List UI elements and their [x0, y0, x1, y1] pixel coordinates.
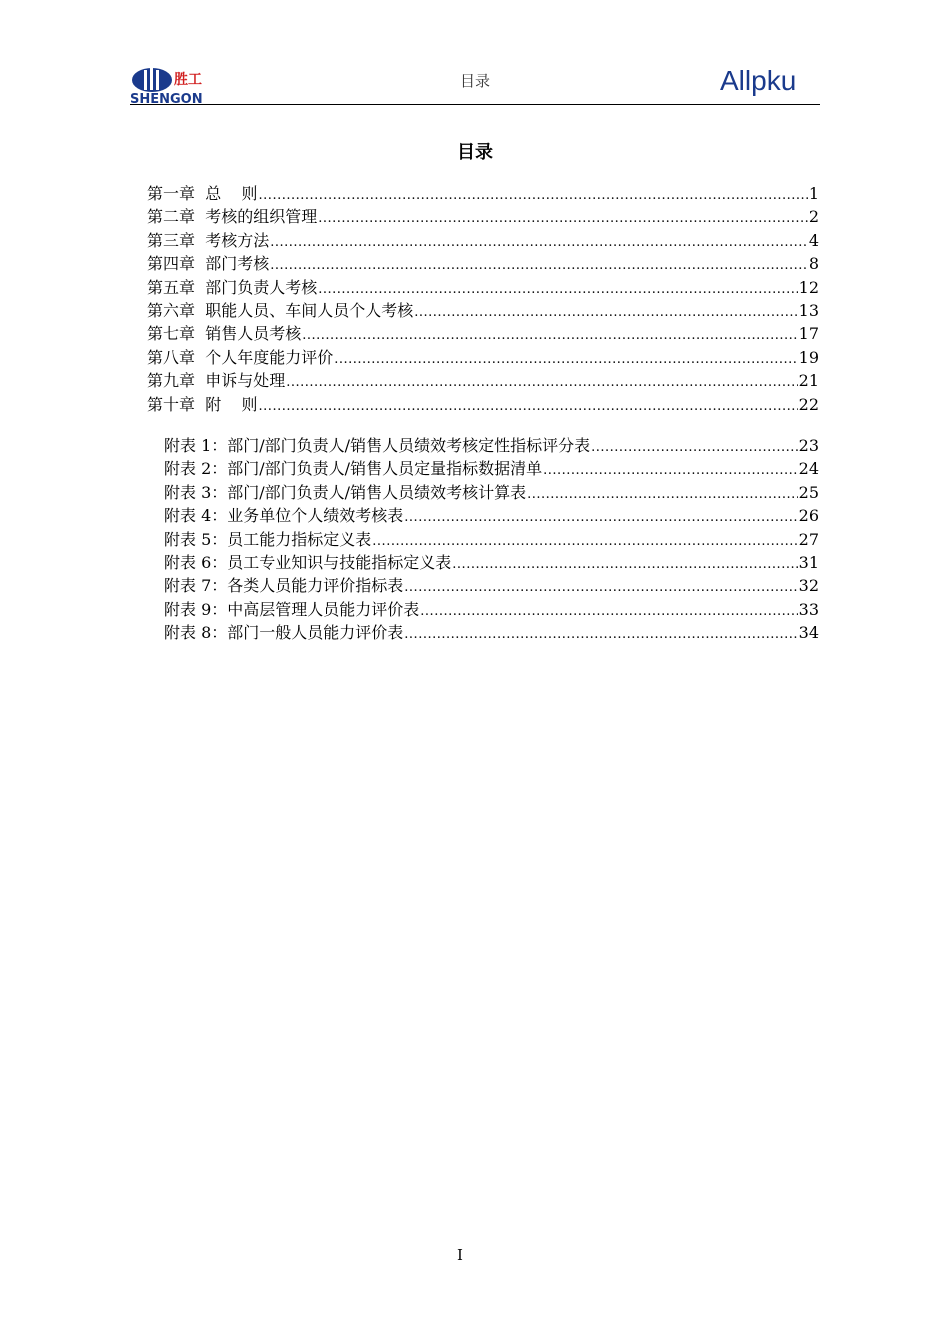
appendix-entry[interactable] — [164, 528, 819, 551]
dot-leader — [270, 231, 808, 254]
chapter-title: 考核的组织管理 — [205, 207, 318, 227]
chapter-page: 19 — [798, 347, 819, 367]
page-header — [130, 60, 820, 105]
appendix-title: 员工能力指标定义表 — [227, 529, 372, 549]
appendix-page: 32 — [798, 576, 819, 596]
appendix-page: 25 — [798, 482, 819, 502]
dot-leader — [404, 506, 797, 529]
logo-main-text: SHENGON — [130, 92, 203, 104]
chapter-page: 21 — [798, 371, 819, 391]
appendix-title: 部门/部门负责人/销售人员定量指标数据清单 — [227, 459, 543, 479]
appendix-entry[interactable] — [164, 457, 819, 480]
appendix-number: 附表 7： — [164, 576, 228, 596]
chapter-page: 1 — [808, 184, 819, 203]
chapter-title: 销售人员考核 — [205, 324, 302, 344]
appendix-page: 33 — [798, 599, 819, 619]
appendix-number: 附表 2： — [164, 459, 228, 479]
dot-leader — [591, 436, 798, 459]
chapter-entry[interactable] — [147, 182, 819, 205]
chapter-entry[interactable] — [147, 205, 819, 228]
appendix-page: 34 — [798, 623, 819, 643]
chapter-entry[interactable] — [147, 322, 819, 345]
header-title: 目录 — [459, 72, 490, 90]
appendix-title: 部门一般人员能力评价表 — [227, 623, 404, 643]
appendix-page: 26 — [798, 506, 819, 526]
allpku-logo — [718, 60, 814, 98]
dot-leader — [318, 278, 797, 301]
chapter-title: 职能人员、车间人员个人考核 — [205, 300, 414, 320]
chapter-page: 2 — [808, 207, 819, 227]
allpku-text: Allpku — [720, 65, 797, 96]
appendix-number: 附表 9： — [164, 599, 228, 619]
dot-leader — [414, 301, 797, 324]
appendix-title: 员工专业知识与技能指标定义表 — [227, 552, 452, 572]
appendix-number: 附表 4： — [164, 506, 228, 526]
appendix-page: 23 — [798, 436, 819, 455]
chapter-title: 部门考核 — [205, 254, 270, 274]
dot-leader — [404, 576, 797, 599]
appendix-entry[interactable] — [164, 621, 819, 644]
chapter-page: 8 — [808, 254, 819, 274]
dot-leader — [286, 371, 797, 394]
appendix-list — [164, 434, 819, 645]
chapter-title: 考核方法 — [205, 230, 270, 250]
dot-leader — [270, 254, 808, 277]
chapter-page: 17 — [798, 324, 819, 344]
dot-leader — [452, 553, 797, 576]
dot-leader — [318, 207, 808, 230]
appendix-entry[interactable] — [164, 598, 819, 621]
appendix-number: 附表 8： — [164, 623, 228, 643]
appendix-title: 部门/部门负责人/销售人员绩效考核计算表 — [227, 482, 527, 502]
chapter-title: 总 则 — [205, 184, 258, 203]
dot-leader — [404, 623, 797, 646]
appendix-page: 27 — [798, 529, 819, 549]
chapter-number: 第九章 — [147, 371, 196, 391]
chapter-list — [147, 182, 819, 416]
appendix-entry[interactable] — [164, 481, 819, 504]
appendix-entry[interactable] — [164, 504, 819, 527]
appendix-entry[interactable] — [164, 574, 819, 597]
chapter-title: 部门负责人考核 — [205, 277, 318, 297]
chapter-entry[interactable] — [147, 252, 819, 275]
chapter-number: 第二章 — [147, 207, 196, 227]
chapter-number: 第八章 — [147, 347, 196, 367]
dot-leader — [527, 483, 798, 506]
dot-leader — [334, 348, 797, 371]
chapter-entry[interactable] — [147, 369, 819, 392]
appendix-page: 24 — [798, 459, 819, 479]
chapter-title: 申诉与处理 — [205, 371, 286, 391]
page-number: I — [457, 1246, 463, 1264]
appendix-number: 附表 3： — [164, 482, 228, 502]
chapter-number: 第一章 — [147, 184, 196, 203]
chapter-page: 13 — [798, 300, 819, 320]
appendix-title: 中高层管理人员能力评价表 — [227, 599, 420, 619]
appendix-entry[interactable] — [164, 434, 819, 457]
chapter-page: 4 — [808, 230, 819, 250]
appendix-title: 各类人员能力评价指标表 — [227, 576, 404, 596]
chapter-entry[interactable] — [147, 229, 819, 252]
dot-leader — [420, 600, 797, 623]
dot-leader — [259, 184, 808, 207]
chapter-entry[interactable] — [147, 346, 819, 369]
dot-leader — [259, 395, 798, 418]
chapter-entry[interactable] — [147, 393, 819, 416]
chapter-number: 第五章 — [147, 277, 196, 297]
chapter-page: 22 — [798, 394, 819, 414]
chapter-number: 第十章 — [147, 394, 196, 414]
dot-leader — [302, 324, 797, 347]
toc-title: 目录 — [457, 142, 493, 163]
chapter-entry[interactable] — [147, 276, 819, 299]
logo-cn-text: 胜工 — [174, 72, 202, 88]
chapter-number: 第六章 — [147, 300, 196, 320]
chapter-number: 第三章 — [147, 230, 196, 250]
appendix-entry[interactable] — [164, 551, 819, 574]
chapter-page: 12 — [798, 277, 819, 297]
appendix-number: 附表 6： — [164, 552, 228, 572]
chapter-title: 个人年度能力评价 — [205, 347, 334, 367]
dot-leader — [372, 530, 797, 553]
appendix-number: 附表 5： — [164, 529, 228, 549]
dot-leader — [543, 459, 798, 482]
chapter-number: 第七章 — [147, 324, 196, 344]
chapter-number: 第四章 — [147, 254, 196, 274]
appendix-title: 部门/部门负责人/销售人员绩效考核定性指标评分表 — [227, 436, 591, 455]
appendix-number: 附表 1： — [164, 436, 228, 455]
appendix-page: 31 — [798, 552, 819, 572]
appendix-title: 业务单位个人绩效考核表 — [227, 506, 404, 526]
chapter-entry[interactable] — [147, 299, 819, 322]
chapter-title: 附 则 — [205, 394, 258, 414]
